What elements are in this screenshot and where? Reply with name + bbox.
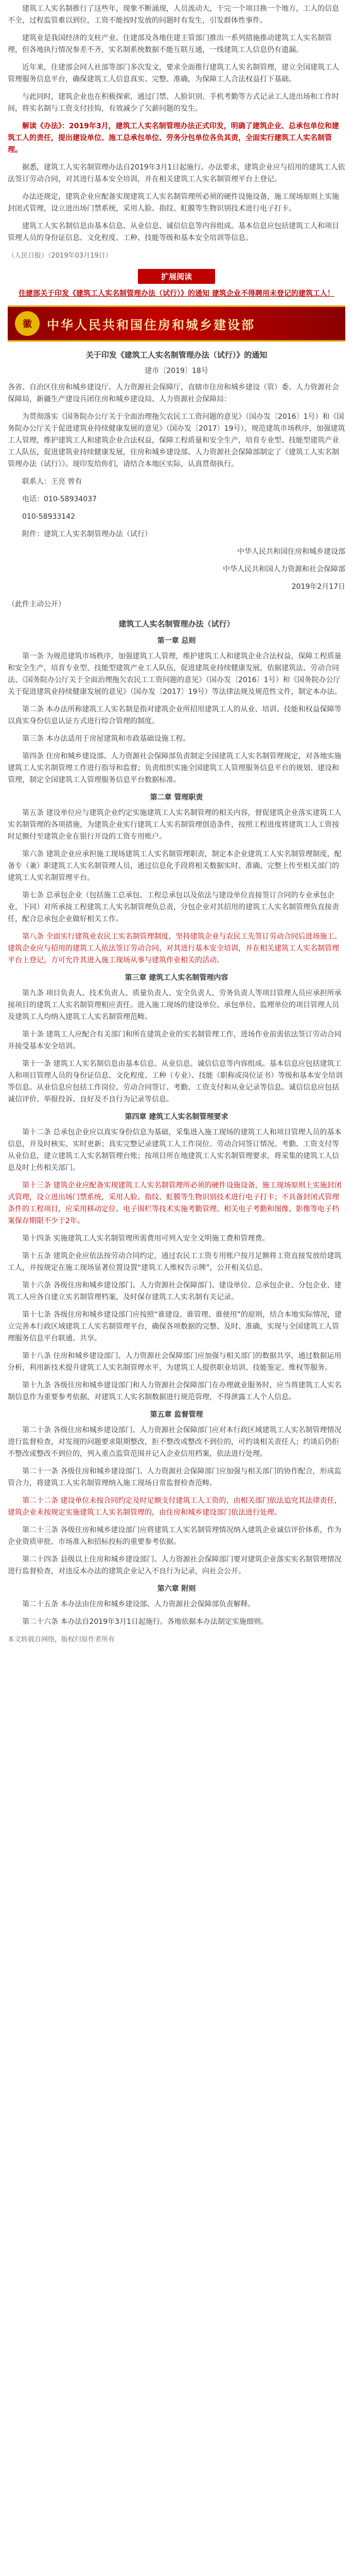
article-paragraph: 第十八条 住房和城乡建设部门、人力资源社会保障部门应加强与相关部门的数据共享，通过数据运用分析，利用新技术提升建筑工人实名制管理水平，为建筑工人提供职业培训、技能鉴定、维权等服务。 [8,1352,342,1372]
intro-highlight: 解读《办法》：2019年3月，建筑工人实名制管理办法正式印发，明确了建筑企业、总承包单位和建筑工人的责任，提出建设单位、施工总承包单位、劳务分包单位各负其责，全面实行建筑工人实名制管理。 [8,122,339,154]
article-paragraph: 第二条 本办法所称建筑工人实名制是指对建筑企业所招用建筑工人的从业、培训、技能和权益保障等以真实身份信息认证方式进行综合管理的制度。 [8,705,342,725]
notice-phone: 电话：010-58934037 [22,495,97,503]
article-paragraph: 第十条 建筑工人应配合有关部门和所在建筑企业的实名制管理工作，进场作业前需依法签订劳动合同并接受基本安全培训。 [8,1030,342,1050]
notice-date: 2019年2月17日 [291,583,345,591]
article-paragraph: 第二十四条 县级以上住房和城乡建设部门、人力资源社会保障部门要对建筑企业落实实名制管理情况进行监督检查，对违反本办法的建筑企业记入不良行为记录，向社会公开。 [8,1555,342,1575]
notice-attachment: 附件：建筑工人实名制管理办法（试行） [22,530,152,538]
chapter-heading: 第六章 附则 [157,1585,196,1593]
article-paragraph: 第九条 项目负责人、技术负责人、质量负责人、安全负责人、劳务负责人等项目管理人员应承担所承接项目的建筑工人实名制管理相应责任。进入施工现场的建设单位、承包单位、监理单位的项目管理人员及建筑工人均纳入建筑工人实名制管理范畴。 [8,989,342,1021]
article-paragraph: 第二十条 各级住房和城乡建设部门、人力资源社会保障部门应对本行政区域建筑工人实名制管理情况进行监督检查，对发现的问题要求限期整改，拒不整改或整改不到位的，可约谈相关责任人；约谈后仍拒不整改或整改不到位的，列入重点监管范围并记入企业信用档案，依法进行处理。 [8,1426,342,1458]
notice-body: 为贯彻落实《国务院办公厅关于全面治理拖欠农民工工资问题的意见》（国办发〔2016〕1号）和《国务院办公厅关于促进建筑业持续健康发展的意见》（国办发〔2017〕19号），规范建筑市场秩序，加强建筑工人管理，维护建筑工人和建筑企业合法权益，保障工程质量和安全生产，培育专业型、技能型建筑产业工人队伍，促进建筑业持续健康发展，住房和城乡建设部、人力资源社会保障部制定了《建筑工人实名制管理办法（试行）》。现印发给你们，请结合本地区实际，认真贯彻执行。 [8,413,345,468]
measures-title: 建筑工人实名制管理办法（试行） [118,619,235,629]
chapter-heading: 第二章 管理职责 [150,793,203,802]
article-paragraph: 第十一条 建筑工人实名制信息由基本信息、从业信息、诚信信息等内容组成。基本信息应包括建筑工人和项目管理人员的身份证信息、文化程度、工种（专业）、技能（职称或岗位证书）等级和基本安全培训等信息。从业信息应包括工作岗位、劳动合同签订、考勤、工资支付和从业记录等信息。诚信信息应包括诚信评价、举报投诉、良好及不良行为记录等信息。 [8,1060,343,1104]
ministry-banner [8,306,345,342]
article-paragraph: 第二十五条 本办法由住房和城乡建设部、人力资源社会保障部负责解释。 [22,1600,255,1608]
article-paragraph: 第五条 建设单位应与建筑企业约定实施建筑工人实名制管理的相关内容，督促建筑企业落实建筑工人实名制管理的各项措施，为建筑企业实行建筑工人实名制管理创造条件，按照工程进度将建筑工人工资按时足额付至建筑企业在银行开设的工资专用账户。 [8,809,342,841]
article [8,0,345,1646]
notice-contact: 联系人：王亮 曾有 [22,478,82,486]
article-paragraph: 第二十三条 各级住房和城乡建设部门应将建筑工人实名制管理情况纳入建筑企业诚信评价体系，作为企业资质审批、市场准入和招标投标的重要参考依据。 [8,1526,342,1546]
ministry-name: 中华人民共和国住房和城乡建设部 [47,317,255,332]
article-paragraph: 第二十二条 建设单位未按合同约定及时足额支付建筑工人工资的，由相关部门依法追究其法律责任，建筑企业未按规定实施建筑工人实名制管理的，由住房和城乡建设部门依法进行处理。 [8,1497,342,1517]
article-paragraph: 第一条 为规范建筑市场秩序，加强建筑工人管理，维护建筑工人和建筑企业合法权益，保障工程质量和安全生产，培育专业型、技能型建筑产业工人队伍，促进建筑业持续健康发展，依据建筑法、劳动合同法、《国务院办公厅关于全面治理拖欠农民工工资问题的意见》（国办发〔2016〕1号）和《国务院办公厅关于促进建筑业持续健康发展的意见》（国办发〔2017〕19号）等法律法规及规范性文件，制定本办法。 [8,652,342,696]
related-link-wrap [8,288,345,300]
article-paragraph: 第十七条 各级住房和城乡建设部门应按照“谁建设、谁管理、谁使用”的原则，结合本地实际情况，建立完善本行政区域建筑工人实名制管理平台，确保各项数据的完整、及时、准确，实现与全国建筑工人管理服务信息平台联通、共享。 [8,1311,342,1343]
notice-number: 建市〔2019〕18号 [145,367,208,375]
article-paragraph: 第四条 住房和城乡建设部、人力资源社会保障部负责制定全国建筑工人实名制管理规定，对各地实施建筑工人实名制管理工作进行指导和监督；负责组织实施全国建筑工人管理服务信息平台的规划、建设和管理，制定全国建筑工人管理服务信息平台数据标准。 [8,752,342,784]
intro-paragraph: 建筑业是我国经济的支柱产业。住建部及各地住建主管部门推出一系列措施推动建筑工人实名制管理，但各地执行情况参差不齐，实名制系统数据不能互联互通，一线建筑工人信息仍有遗漏。 [8,34,332,54]
article-paragraph: 第三条 本办法适用于房屋建筑和市政基础设施工程。 [22,735,190,743]
article-paragraph: 第八条 全面实行建筑业农民工实名制管理制度，坚持建筑企业与农民工先签订劳动合同后进场施工。建筑企业应与招用的建筑工人依法签订劳动合同，对其进行基本安全培训，并在相关建筑工人实名制管理平台上登记，方可允许其进入施工现场从事与建筑作业相关的活动。 [8,933,342,964]
intro-paragraph: 近年来，住建部会同人社部等部门多次发文，要求全面推行建筑工人实名制管理，建立全国建筑工人管理服务信息平台，确保建筑工人信息真实、完整、准确，为保障工人合法权益打下基础。 [8,63,339,83]
article-paragraph: 第二十一条 各级住房和城乡建设部门、人力资源社会保障部门应加强与相关部门的协作配合，形成监管合力，将建筑工人实名制管理纳入施工现场日常监督检查范畴。 [8,1467,342,1487]
national-emblem-icon: 徽 [15,311,40,336]
article-paragraph: 第七条 总承包企业（包括施工总承包、工程总承包以及依法与建设单位直接签订合同的专业承包企业，下同）对所承接工程建筑工人实名制管理负总责，分包企业对其招用的建筑工人实名制管理负直接责任，配合总承包企业做好相关工作。 [8,891,339,923]
article-paragraph: 第十三条 建筑企业应配备实现建筑工人实名制管理所必须的硬件设施设备，施工现场原则上实施封闭式管理，设立进出场门禁系统，采用人脸、指纹、虹膜等生物识别技术进行电子打卡；不具备封闭式管理条件的工程项目，应采用移动定位、电子围栏等技术实施考勤管理。相关电子考勤和图像、影像等电子档案保存期限不少于2年。 [8,1181,342,1225]
chapter-heading: 第四章 建筑工人实名制管理要求 [125,1113,228,1121]
notice-signer: 中华人民共和国人力资源和社会保障部 [223,565,345,573]
intro-paragraph: 建筑工人实名制信息由基本信息、从业信息、诚信信息等内容组成。基本信息应包括建筑工人和项目管理人员的身份证信息、文化程度、工种、技能等级和基本安全培训等信息。 [8,222,339,242]
article-paragraph: 第六条 建筑企业应承担施工现场建筑工人实名制管理职责，制定本企业建筑工人实名制管理制度，配备专（兼）职建筑工人实名制管理人员，通过信息化手段将相关数据实时、准确、完整上传至相关部门的建筑工人实名制管理平台。 [8,850,342,882]
chapter-heading: 第三章 建筑工人实名制管理内容 [125,974,228,982]
intro-paragraph: 与此同时，建筑企业也在积极探索，通过门禁、人脸识别、手机考勤等方式记录工人进出场和工作时间，将实名制与工资支付挂钩，有效减少了欠薪问题的发生。 [8,93,339,113]
related-article-link[interactable]: 住建部关于印发《建筑工人实名制管理办法（试行）》的通知 建筑企业不得聘用未登记的建筑工人！ [19,290,334,298]
intro-paragraph: 据悉，建筑工人实名制管理办法自2019年3月1日起施行。办法要求，建筑企业应与招用的建筑工人依法签订劳动合同，对其进行基本安全培训，并在相关建筑工人实名制管理平台上登记。 [8,163,345,183]
footer-note: 本文转载自网络，版权归原作者所有 [8,1636,115,1643]
article-paragraph: 第十四条 实施建筑工人实名制管理所需费用可列入安全文明施工费和管理费。 [22,1234,270,1243]
intro-paragraph: 建筑工人实名制推行了这些年，现象不断涌现，人员流动大，干完一个项目换一个地方，工人的信息不全，过程监管难以到位，工资不能按时发放的问题时有发生，引发群体性事件。 [8,5,339,25]
notice-signer: 中华人民共和国住房和城乡建设部 [237,548,345,556]
article-paragraph: 第二十六条 本办法自2019年3月1日起施行。各地依据本办法制定实施细则。 [22,1618,268,1626]
source-note: （人民日报）（2019年03月19日） [8,252,112,260]
notice-disclosure: （此件主动公开） [8,600,65,608]
notice-addressee: 各省、自治区住房和城乡建设厅、人力资源社会保障厅，直辖市住房和城乡建设（管）委、人力资源社会保障局，新疆生产建设兵团住房和城乡建设局、人力资源社会保障局： [8,383,339,403]
notice-title: 关于印发《建筑工人实名制管理办法（试行）》的通知 [85,350,268,360]
related-banner: 扩展阅读 [138,269,215,284]
chapter-heading: 第一章 总则 [157,637,196,645]
article-paragraph: 第十二条 总承包企业应以真实身份信息为基础，采集进入施工现场的建筑工人和项目管理人员的基本信息，并及时核实、实时更新；真实完整记录建筑工人工作岗位、劳动合同签订情况、考勤、工资支付等从业信息，建立建筑工人实名制管理台账；按项目所在地建筑工人实名制管理要求，将采集的建筑工人信息及时上传相关部门。 [8,1128,342,1172]
chapter-heading: 第五章 监督管理 [150,1411,203,1419]
article-paragraph: 第十六条 各级住房和城乡建设部门、人力资源社会保障部门、建设单位、总承包企业、分包企业、建筑工人应各自建立实名制管理档案，及时保存建筑工人实名制有关记录。 [8,1281,342,1301]
notice-fax: 010-58933142 [22,513,76,521]
article-paragraph: 第十九条 各级住房和城乡建设部门和人力资源社会保障部门在办理就业服务时，应当将建筑工人实名制信息作为重要参考依据，对建筑工人实名制数据进行规范管理，不得泄露工人个人信息。 [8,1381,342,1401]
article-paragraph: 第十五条 建筑企业应依法按劳动合同约定，通过农民工工资专用账户按月足额将工资直接发放给建筑工人，并按规定在施工现场显著位置设置“建筑工人维权告示牌”，公开相关信息。 [8,1252,342,1272]
intro-paragraph: 办法还规定，建筑企业应配备实现建筑工人实名制管理所必须的硬件设施设备，施工现场原则上实施封闭式管理，设立进出场门禁系统，采用人脸、指纹、虹膜等生物识别技术进行电子打卡。 [8,193,339,213]
